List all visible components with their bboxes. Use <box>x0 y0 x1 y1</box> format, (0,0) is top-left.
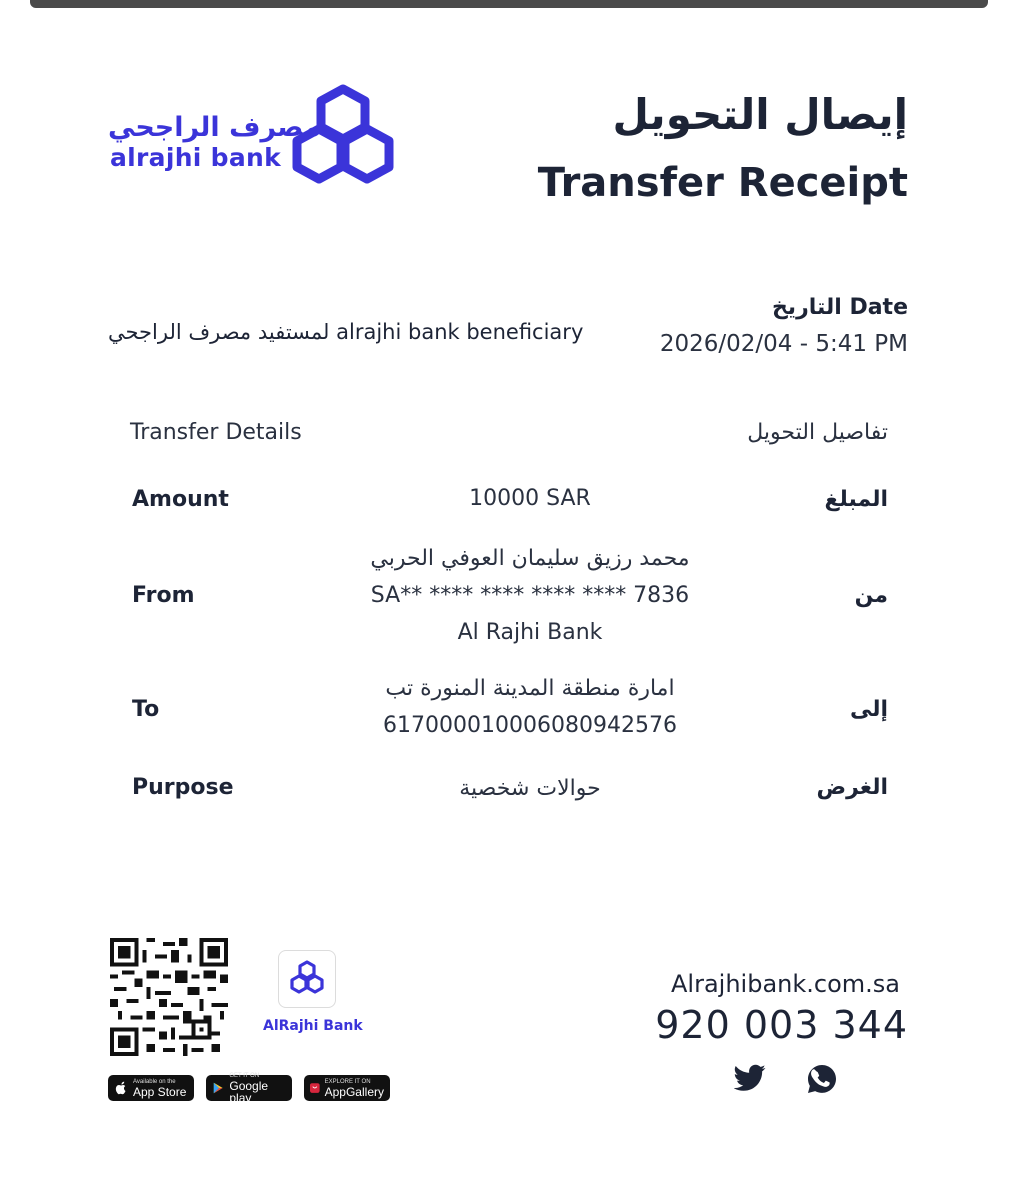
transfer-details-heading-en: Transfer Details <box>130 420 302 445</box>
logo-text-ar: مصرف الراجحي <box>108 112 321 143</box>
purpose-label-en: Purpose <box>132 775 234 800</box>
whatsapp-icon[interactable] <box>806 1063 838 1095</box>
huawei-icon <box>310 1081 320 1095</box>
app-gallery-badge[interactable] <box>304 1075 390 1101</box>
website-link[interactable]: Alrajhibank.com.sa <box>671 970 900 998</box>
from-label-en: From <box>132 583 195 608</box>
phone-number[interactable]: 920 003 344 <box>655 1003 908 1047</box>
sender-name: محمد رزيق سليمان العوفي الحربي <box>370 546 690 571</box>
from-label-ar: من <box>854 583 888 608</box>
alrajhi-app-logo-icon <box>279 951 335 1007</box>
recipient-name: امارة منطقة المدينة المنورة تب <box>385 676 675 701</box>
app-icon[interactable] <box>278 950 336 1008</box>
sender-bank: Al Rajhi Bank <box>457 620 603 645</box>
date-label: التاريخ Date <box>771 295 908 320</box>
amount-label-en: Amount <box>132 487 229 512</box>
app-store-badge[interactable] <box>108 1075 194 1101</box>
badge-small-text: Available on the <box>133 1078 176 1085</box>
twitter-icon[interactable] <box>734 1064 766 1092</box>
badge-small-text: EXPLORE IT ON <box>324 1078 371 1085</box>
amount-value <box>330 480 730 517</box>
to-value <box>330 670 730 744</box>
logo-text-en: alrajhi bank <box>110 143 282 172</box>
to-label-ar: إلى <box>849 697 888 722</box>
app-name: AlRajhi Bank <box>263 1018 363 1034</box>
badge-big-text: App Store <box>133 1084 187 1099</box>
receipt-title-en: Transfer Receipt <box>537 160 908 206</box>
purpose-label-ar: الغرض <box>816 775 888 800</box>
amount-line: 10000 SAR <box>469 486 591 511</box>
purpose-line: حوالات شخصية <box>459 776 601 801</box>
badge-small-text: GET IT ON <box>229 1072 260 1079</box>
receipt-title-ar: إيصال التحويل <box>612 90 908 139</box>
alrajhi-logo-icon <box>287 83 399 189</box>
date-value: 2026/02/04 - 5:41 PM <box>659 331 908 357</box>
recipient-account: 617000010006080942576 <box>383 713 677 738</box>
sender-account: SA** **** **** **** **** 7836 <box>370 583 690 608</box>
top-window-bar <box>30 0 988 8</box>
to-label-en: To <box>132 697 160 722</box>
badge-big-text: Google play <box>229 1078 269 1105</box>
qr-code[interactable] <box>110 938 228 1056</box>
badge-big-text: AppGallery <box>324 1084 384 1099</box>
purpose-value <box>330 770 730 807</box>
beneficiary-type: لمستفيد مصرف الراجحي alrajhi bank beneficiary <box>108 320 584 344</box>
google-play-icon <box>212 1081 224 1095</box>
apple-icon <box>114 1081 128 1095</box>
from-value <box>330 540 730 651</box>
amount-label-ar: المبلغ <box>824 487 888 512</box>
transfer-details-heading-ar: تفاصيل التحويل <box>747 420 888 445</box>
google-play-badge[interactable] <box>206 1072 292 1105</box>
